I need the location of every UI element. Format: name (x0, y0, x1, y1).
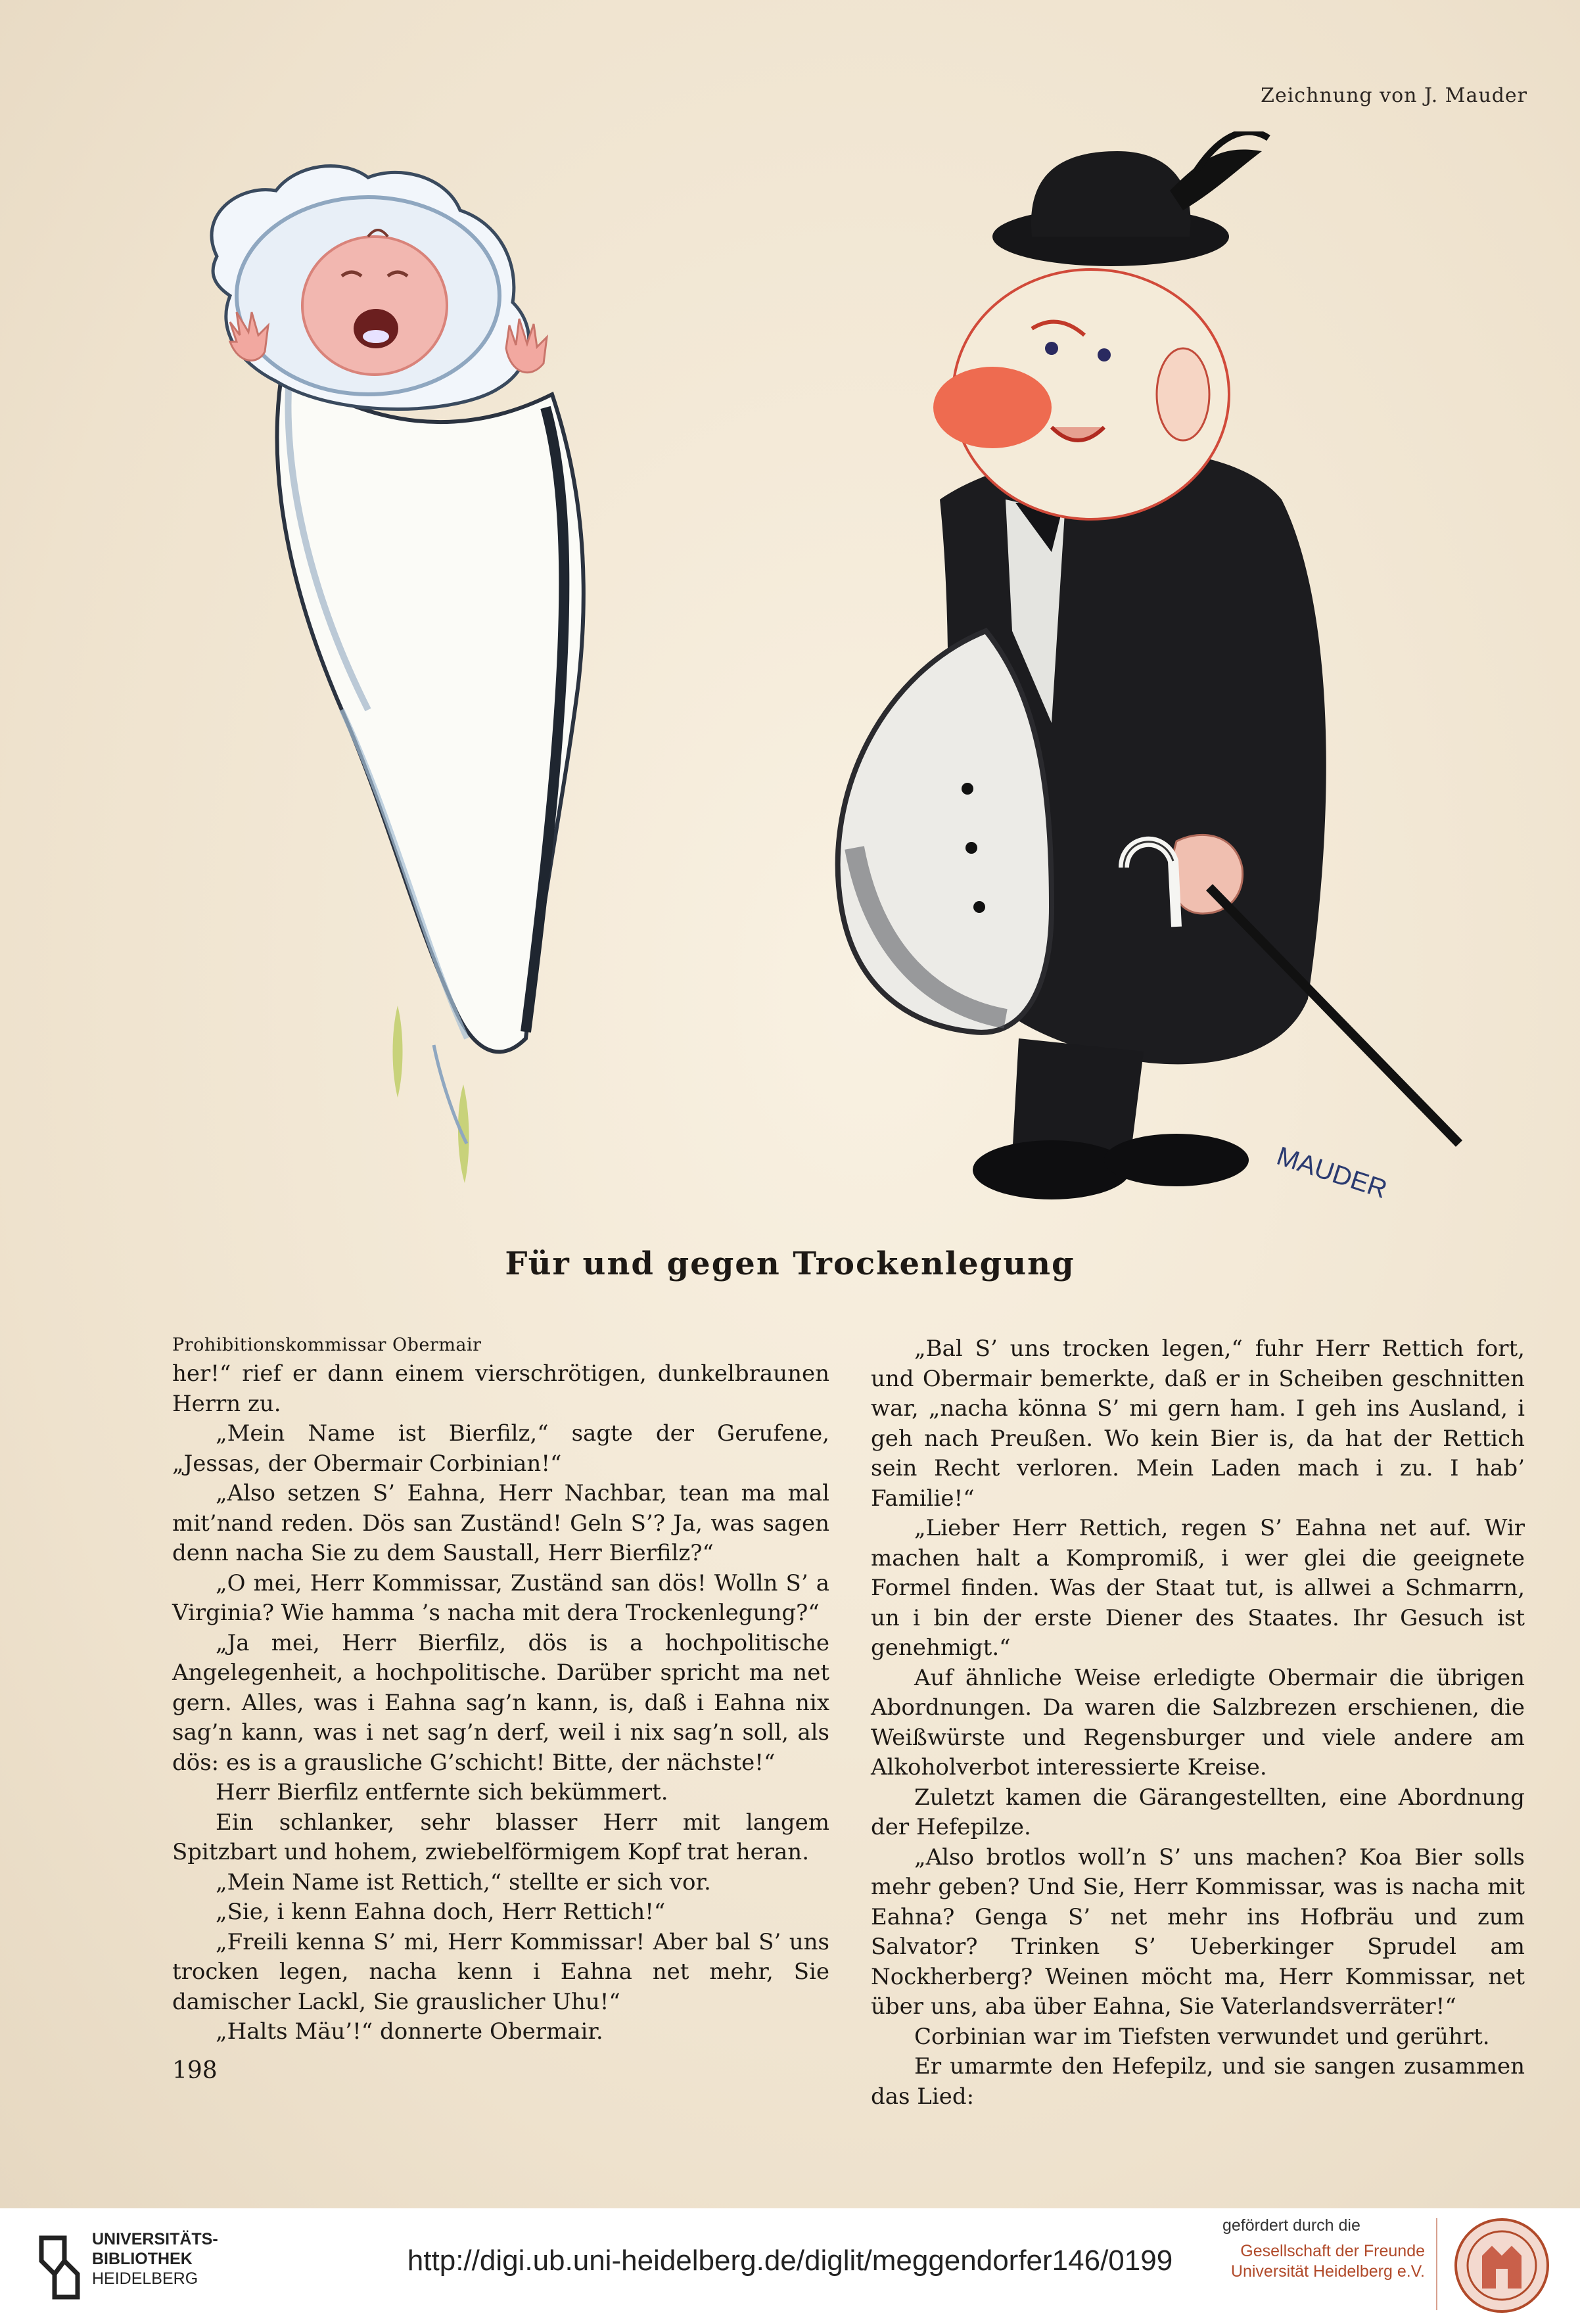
right-column (871, 1334, 1525, 2112)
cartoon-illustration (0, 131, 1580, 1249)
man-figure (838, 132, 1459, 1204)
paragraph: „Mein Name ist Bierfilz,“ sagte der Gerufene, „Jessas, der Obermair Corbinian!“ (172, 1420, 829, 1477)
funded-by-label: gefördert durch die (1222, 2216, 1360, 2235)
artist-signature: MAUDER (1273, 1141, 1391, 1205)
paragraph: „Ja mei, Herr Bierfilz, dös is a hochpolitische Angelegenheit, a hochpolitische. Darüber spricht ma net gern. Alles, was i Eahna sag’n kann, is, daß i Eahna nix sag’n kann, was i net sag’n derf, weil i nix sag’n soll, als dös: es is a grausliche G’schicht! Bitte, der nächste!“ (172, 1629, 829, 1776)
column-heading: Prohibitionskommissar Obermair (172, 1335, 482, 1355)
page-number: 198 (172, 2057, 218, 2084)
society-line: Universität Heidelberg e.V. (1230, 2262, 1425, 2281)
paragraph: her!“ rief er dann einem vierschrötigen, dunkelbraunen Herrn zu. (172, 1360, 829, 1417)
paragraph: „Freili kenna S’ mi, Herr Kommissar! Aber bal S’ uns trocken legen, nacha kenn i Eahna net mehr, Sie damischer Lackl, Sie grauslicher Uhu!“ (172, 1928, 829, 2015)
paragraph: „Also brotlos woll’n S’ uns machen? Koa Bier solls mehr geben? Und Sie, Herr Kommissar, was is nacha mit Eahna? Genga S’ net mehr ins Hofbräu und zum Salvator? Trinken S’ Ueberkinger Sprudel am Nockherberg? Weinen möcht ma, Herr Kommissar, net über uns, aba über Eahna, Sie Vaterlandsverräter!“ (871, 1844, 1525, 2020)
illustration-credit: Zeichnung von J. Mauder (1261, 84, 1527, 107)
paragraph: „O mei, Herr Kommissar, Zuständ san dös! Wolln S’ a Virginia? Wie hamma ’s nacha mit dera Trockenlegung?“ (172, 1569, 829, 1626)
illustration-caption: Für und gegen Trockenlegung (505, 1245, 1075, 1282)
paragraph: „Bal S’ uns trocken legen,“ fuhr Herr Rettich fort, und Obermair bemerkte, daß er in Scheiben geschnitten war, „nacha könna S’ mi gern ham. I geh ins Ausland, i geh nach Preußen. Wo kein Bier is, da hat der Rettich sein Recht verloren. Mein Laden mach i zu. I hab’ Familie!“ (871, 1336, 1525, 1512)
library-line: UNIVERSITÄTS- (92, 2230, 218, 2248)
paragraph: Zuletzt kamen die Gärangestellten, eine Abordnung der Hefepilze. (871, 1784, 1525, 1840)
baby-figure (212, 166, 584, 1183)
permalink-url[interactable]: http://digi.ub.uni-heidelberg.de/diglit/meggendorfer146/0199 (407, 2244, 1173, 2277)
paragraph: Er umarmte den Hefepilz, und sie sangen zusammen das Lied: (871, 2053, 1525, 2110)
university-seal-icon (1452, 2216, 1551, 2315)
paragraph: Auf ähnliche Weise erledigte Obermair die übrigen Abordnungen. Da waren die Salzbrezen erschienen, die Weißwürste und Regensburger und viele andere am Alkoholverbot interessierte Kreise. (871, 1664, 1525, 1780)
library-line: BIBLIOTHEK (92, 2250, 193, 2268)
footer-divider (1436, 2218, 1437, 2310)
paragraph: Corbinian war im Tiefsten verwundet und gerührt. (914, 2023, 1490, 2050)
paragraph: „Halts Mäu’!“ donnerte Obermair. (216, 2018, 603, 2045)
library-line: HEIDELBERG (92, 2269, 198, 2288)
paragraph: „Lieber Herr Rettich, regen S’ Eahna net auf. Wir machen halt a Kompromiß, i wer glei die geeignete Formel finden. Was der Staat tut, is allwei a Schmarrn, un i bin der erste Diener des Staates. Ihr Gesuch ist genehmigt.“ (871, 1515, 1525, 1661)
society-name (1208, 2241, 1425, 2282)
paragraph: Ein schlanker, sehr blasser Herr mit langem Spitzbart und hohem, zwiebelförmigem Kopf trat heran. (172, 1809, 829, 1865)
paragraph: „Mein Name ist Rettich,“ stellte er sich vor. (216, 1869, 711, 1895)
left-column (172, 1334, 829, 2047)
society-line: Gesellschaft der Freunde (1240, 2242, 1425, 2260)
paragraph: Herr Bierfilz entfernte sich bekümmert. (216, 1779, 668, 1805)
paragraph: „Also setzen S’ Eahna, Herr Nachbar, tean ma mal mit’nand reden. Dös san Zuständ! Geln S’? Ja, was sagen denn nacha Sie zu dem Saustall, Herr Bierfilz?“ (172, 1480, 829, 1566)
paragraph: „Sie, i kenn Eahna doch, Herr Rettich!“ (216, 1899, 666, 1925)
